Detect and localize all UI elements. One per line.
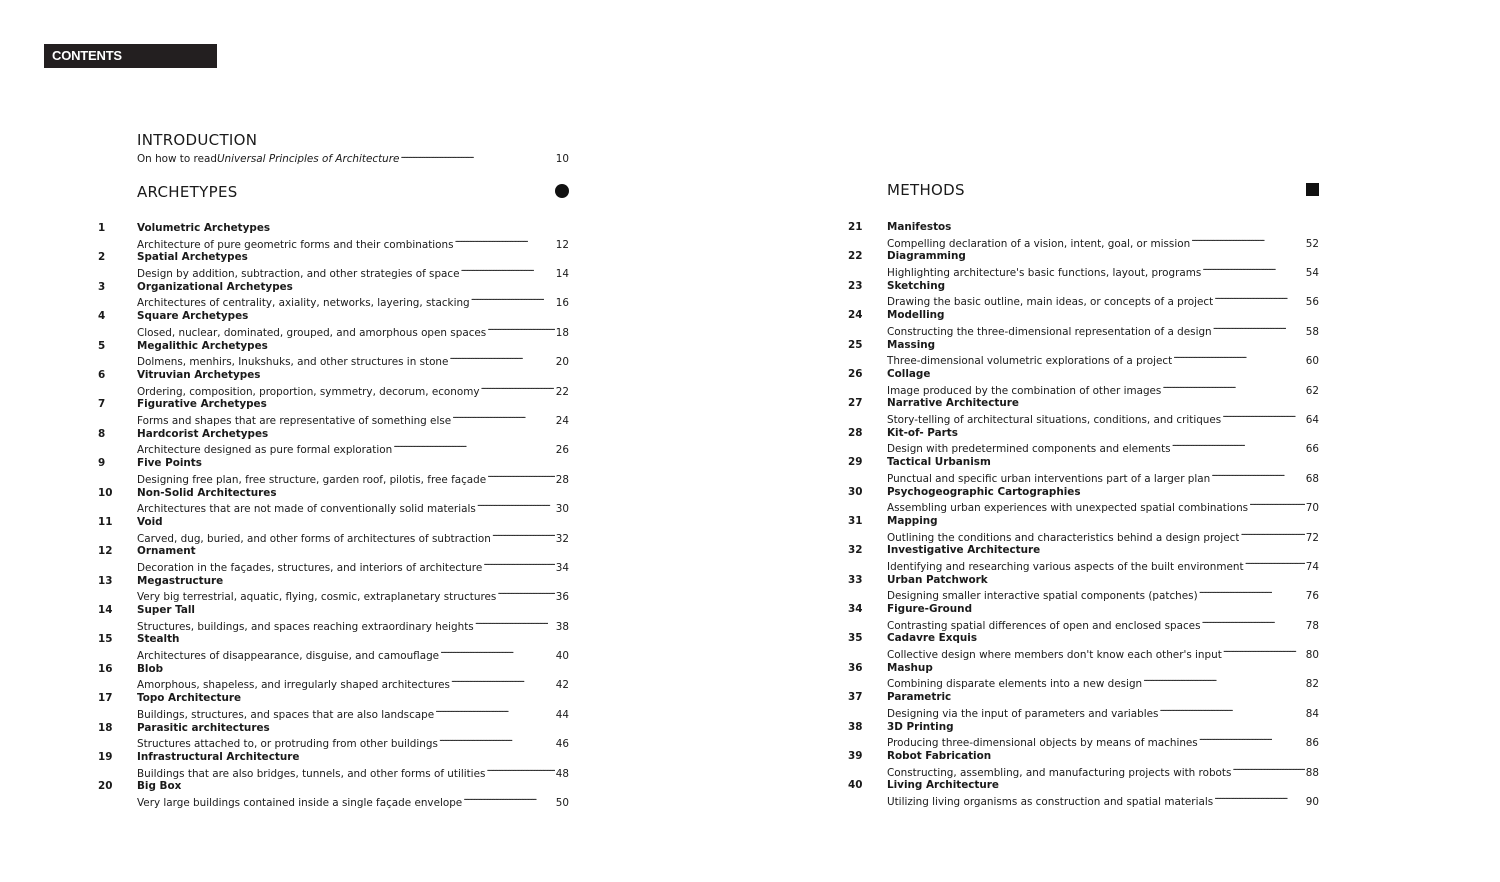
entry-page-number: 54 <box>1305 266 1319 279</box>
dot-leader <box>455 236 555 248</box>
entry-description: Structures, buildings, and spaces reaching extraordinary heights <box>137 620 474 633</box>
entry-number: 5 <box>98 339 106 352</box>
dot-leader <box>1223 646 1305 658</box>
dot-leader <box>451 676 555 688</box>
entry-number: 10 <box>98 486 113 499</box>
dot-leader <box>1245 558 1305 570</box>
dot-leader <box>477 500 555 512</box>
entry-description-line <box>137 294 569 310</box>
entry-number: 24 <box>848 309 863 322</box>
dot-leader <box>471 294 555 306</box>
entry-page-number: 68 <box>1305 472 1319 485</box>
entry-page-number: 74 <box>1305 560 1319 573</box>
entry-title: Figurative Archetypes <box>137 398 267 411</box>
entry-description: Dolmens, menhirs, Inukshuks, and other structures in stone <box>137 356 449 369</box>
entry-description-line <box>887 587 1319 603</box>
entry-description: Very large buildings contained inside a single façade envelope <box>137 797 463 810</box>
entry-page-number: 56 <box>1305 296 1319 309</box>
entry-number: 31 <box>848 514 863 527</box>
entry-description: Architecture designed as pure formal exploration <box>137 444 393 457</box>
dot-leader <box>487 471 555 483</box>
entry-title: Massing <box>887 338 936 351</box>
entry-description: Collective design where members don't know each other's input <box>887 649 1222 662</box>
dot-leader <box>400 150 554 162</box>
dot-leader <box>1143 675 1305 687</box>
entry-description-line <box>137 618 569 634</box>
entry-description: Structures attached to, or protruding from other buildings <box>137 738 438 751</box>
entry-title: Stealth <box>137 633 180 646</box>
entry-number: 8 <box>98 427 106 440</box>
entry-description-line <box>137 530 569 546</box>
entry-description: Constructing the three-dimensional representation of a design <box>887 325 1212 338</box>
entry-number: 37 <box>848 691 863 704</box>
entry-title: Topo Architecture <box>137 692 242 705</box>
entry-number: 18 <box>98 721 113 734</box>
dot-leader <box>486 765 554 777</box>
entry-page-number: 40 <box>555 650 569 663</box>
entry-title: Square Archetypes <box>137 310 249 323</box>
entry-page-number: 16 <box>555 297 569 310</box>
entry-page-number: 76 <box>1305 590 1319 603</box>
entry-number: 2 <box>98 251 106 264</box>
entry-title: Super Tall <box>137 604 195 617</box>
entry-number: 29 <box>848 456 863 469</box>
dot-leader <box>487 324 555 336</box>
entry-number: 40 <box>848 779 863 792</box>
entry-page-number: 80 <box>1305 649 1319 662</box>
dot-leader <box>1240 529 1304 541</box>
dot-leader <box>475 618 555 630</box>
entry-description: Utilizing living organisms as construction and spatial materials <box>887 796 1214 809</box>
dot-leader <box>393 441 555 453</box>
entry-description: Contrasting spatial differences of open and enclosed spaces <box>887 619 1201 632</box>
entry-page-number: 18 <box>555 326 569 339</box>
entry-description-line <box>137 706 569 722</box>
dot-leader <box>1172 440 1305 452</box>
entry-title: Sketching <box>887 279 946 292</box>
entry-number: 3 <box>98 280 106 293</box>
entry-number: 7 <box>98 398 106 411</box>
entry-number: 11 <box>98 515 113 528</box>
entry-description: Designing free plan, free structure, garden roof, pilotis, free façade <box>137 473 487 486</box>
entry-description: Architectures of disappearance, disguise, and camouflage <box>137 650 440 663</box>
entry-number: 34 <box>848 603 863 616</box>
entry-description-line <box>887 617 1319 633</box>
entry-description-line <box>137 471 569 487</box>
entry-description: Three-dimensional volumetric explorations of a project <box>887 355 1173 368</box>
entry-description: Image produced by the combination of other images <box>887 384 1162 397</box>
entry-title: Investigative Architecture <box>887 544 1041 557</box>
dot-leader <box>1162 382 1304 394</box>
dot-leader <box>497 588 554 600</box>
dot-leader <box>1202 264 1305 276</box>
entry-description: Identifying and researching various aspects of the built environment <box>887 560 1244 573</box>
entry-title: Volumetric Archetypes <box>137 222 271 234</box>
entry-page-number: 90 <box>1305 796 1319 809</box>
dot-leader <box>1199 734 1305 746</box>
entry-title: Hardcorist Archetypes <box>137 427 269 440</box>
dot-leader <box>1201 617 1304 629</box>
entry-number: 21 <box>848 221 863 233</box>
entry-title: Diagramming <box>887 250 966 263</box>
entry-title: Vitruvian Archetypes <box>137 368 261 381</box>
entry-title: Modelling <box>887 309 945 322</box>
entry-title: Spatial Archetypes <box>137 251 248 264</box>
dot-leader <box>1173 352 1305 364</box>
entry-description-line <box>887 411 1319 427</box>
entry-page-number: 86 <box>1305 737 1319 750</box>
dot-leader <box>449 353 554 365</box>
entry-description-line <box>887 470 1319 486</box>
archetypes-heading: ARCHETYPES <box>137 183 238 201</box>
entry-description-line <box>887 675 1319 691</box>
dot-leader <box>452 412 555 424</box>
entry-description: Design with predetermined components and elements <box>887 443 1171 456</box>
methods-heading: METHODS <box>887 181 965 199</box>
entry-title: Mapping <box>887 514 938 527</box>
entry-page-number: 66 <box>1305 443 1319 456</box>
entry-description-line <box>887 382 1319 398</box>
entry-description-line <box>887 529 1319 545</box>
entry-page-number: 12 <box>555 238 569 251</box>
entry-description-line <box>887 705 1319 721</box>
entry-description: Compelling declaration of a vision, intent, goal, or mission <box>887 237 1191 250</box>
entry-description-line <box>887 293 1319 309</box>
entry-description-line <box>887 323 1319 339</box>
entry-title: Mashup <box>887 661 933 674</box>
introduction-desc-prefix: On how to read <box>137 153 217 165</box>
entry-description: Combining disparate elements into a new design <box>887 678 1143 691</box>
entry-description-line <box>887 440 1319 456</box>
dot-leader <box>1191 235 1305 247</box>
dot-leader <box>492 530 555 542</box>
dot-leader <box>463 794 555 806</box>
entry-title: Narrative Architecture <box>887 397 1019 410</box>
entry-description: Constructing, assembling, and manufacturing projects with robots <box>887 766 1232 779</box>
entry-title: Kit-of- Parts <box>887 426 958 439</box>
entry-description: Forms and shapes that are representative of something else <box>137 414 452 427</box>
entry-description-line <box>137 324 569 340</box>
entry-number: 22 <box>848 250 863 263</box>
entry-page-number: 20 <box>555 356 569 369</box>
entry-description: Very big terrestrial, aquatic, flying, cosmic, extraplanetary structures <box>137 591 497 604</box>
entry-page-number: 28 <box>555 473 569 486</box>
dot-leader <box>1232 764 1304 776</box>
entry-page-number: 82 <box>1305 678 1319 691</box>
entry-title: Blob <box>137 662 164 675</box>
entry-description: Designing via the input of parameters and variables <box>887 707 1159 720</box>
entry-title: Urban Patchwork <box>887 573 988 586</box>
entry-page-number: 38 <box>555 620 569 633</box>
entry-title: Psychogeographic Cartographies <box>887 485 1081 498</box>
entry-description-line <box>137 265 569 281</box>
entry-description-line <box>137 559 569 575</box>
archetypes-circle-icon <box>555 184 569 198</box>
entry-page-number: 62 <box>1305 384 1319 397</box>
entry-number: 20 <box>98 780 113 793</box>
entry-title: Manifestos <box>887 221 952 233</box>
entry-page-number: 58 <box>1305 325 1319 338</box>
dot-leader <box>1222 411 1305 423</box>
entry-page-number: 24 <box>555 414 569 427</box>
entry-number: 26 <box>848 367 863 380</box>
entry-description: Architectures of centrality, axiality, networks, layering, stacking <box>137 297 470 310</box>
entry-description-line <box>137 412 569 428</box>
introduction-book-title: Universal Principles of Architecture <box>216 153 400 165</box>
entry-number: 13 <box>98 574 113 587</box>
entry-description: Assembling urban experiences with unexpected spatial combinations <box>887 502 1249 515</box>
entry-description-line <box>887 646 1319 662</box>
entry-title: Infrastructural Architecture <box>137 751 300 764</box>
entry-title: 3D Printing <box>887 720 954 733</box>
entry-page-number: 30 <box>555 503 569 516</box>
dot-leader <box>483 559 555 571</box>
entry-description-line <box>137 765 569 781</box>
dot-leader <box>1211 470 1305 482</box>
entry-page-number: 32 <box>555 532 569 545</box>
entry-title: Organizational Archetypes <box>137 280 293 293</box>
entry-description: Punctual and specific urban interventions part of a larger plan <box>887 472 1211 485</box>
entry-page-number: 34 <box>555 561 569 574</box>
entry-number: 23 <box>848 279 863 292</box>
entry-number: 6 <box>98 368 106 381</box>
entry-title: Non-Solid Architectures <box>137 486 277 499</box>
entry-page-number: 36 <box>555 591 569 604</box>
entry-title: Robot Fabrication <box>887 750 992 763</box>
entry-description-line <box>887 499 1319 515</box>
entry-page-number: 48 <box>555 767 569 780</box>
entry-title: Parametric <box>887 691 952 704</box>
dot-leader <box>1214 293 1305 305</box>
entry-title: Parasitic architectures <box>137 721 270 734</box>
entry-page-number: 42 <box>555 679 569 692</box>
entry-number: 27 <box>848 397 863 410</box>
entry-description-line <box>887 235 1319 251</box>
entry-description: Drawing the basic outline, main ideas, or concepts of a project <box>887 296 1214 309</box>
introduction-entry[interactable] <box>137 150 569 165</box>
entry-description: Buildings, structures, and spaces that are also landscape <box>137 708 435 721</box>
entry-page-number: 70 <box>1305 502 1319 515</box>
entry-page-number: 26 <box>555 444 569 457</box>
entry-description-line <box>137 383 569 399</box>
entry-description: Producing three-dimensional objects by means of machines <box>887 737 1198 750</box>
dot-leader <box>439 735 555 747</box>
entry-number: 38 <box>848 720 863 733</box>
entry-title: Ornament <box>137 545 196 558</box>
entry-number: 16 <box>98 662 113 675</box>
entry-page-number: 84 <box>1305 707 1319 720</box>
entry-description: Outlining the conditions and characteristics behind a design project <box>887 531 1240 544</box>
entry-number: 4 <box>98 310 106 323</box>
entry-description-line <box>137 236 569 252</box>
entry-number: 39 <box>848 750 863 763</box>
entry-page-number: 44 <box>555 708 569 721</box>
entry-description: Architecture of pure geometric forms and their combinations <box>137 238 454 251</box>
entry-title: Megastructure <box>137 574 224 587</box>
dot-leader <box>1199 587 1305 599</box>
entry-number: 36 <box>848 661 863 674</box>
entry-description: Highlighting architecture's basic functions, layout, programs <box>887 266 1202 279</box>
entry-page-number: 78 <box>1305 619 1319 632</box>
methods-square-icon <box>1306 183 1319 196</box>
entry-page-number: 88 <box>1305 766 1319 779</box>
entry-description: Architectures that are not made of conventionally solid materials <box>137 503 476 516</box>
entry-title: Void <box>137 515 163 528</box>
entry-number: 12 <box>98 545 113 558</box>
entry-description-line <box>137 588 569 604</box>
entry-page-number: 22 <box>555 385 569 398</box>
dot-leader <box>481 383 555 395</box>
entry-number: 17 <box>98 692 113 705</box>
contents-tab: CONTENTS <box>44 44 217 68</box>
entry-number: 33 <box>848 573 863 586</box>
entry-number: 28 <box>848 426 863 439</box>
dot-leader <box>1249 499 1305 511</box>
dot-leader <box>435 706 555 718</box>
entry-page-number: 52 <box>1305 237 1319 250</box>
entry-page-number: 14 <box>555 267 569 280</box>
entry-description: Decoration in the façades, structures, and interiors of architecture <box>137 561 483 574</box>
entry-title: Megalithic Archetypes <box>137 339 268 352</box>
entry-title: Big Box <box>137 780 182 793</box>
entry-title: Five Points <box>137 457 202 470</box>
entry-number: 1 <box>98 222 106 234</box>
entry-description-line <box>137 441 569 457</box>
entry-description: Design by addition, subtraction, and other strategies of space <box>137 267 460 280</box>
entry-number: 9 <box>98 457 106 470</box>
dot-leader <box>1213 323 1305 335</box>
entry-description: Designing smaller interactive spatial components (patches) <box>887 590 1198 603</box>
entry-description-line <box>887 352 1319 368</box>
entry-description-line <box>137 676 569 692</box>
entry-page-number: 46 <box>555 738 569 751</box>
entry-description: Amorphous, shapeless, and irregularly shaped architectures <box>137 679 450 692</box>
entry-title: Cadavre Exquis <box>887 632 978 645</box>
entry-description: Carved, dug, buried, and other forms of architectures of subtraction <box>137 532 491 545</box>
entry-number: 32 <box>848 544 863 557</box>
entry-description-line <box>137 353 569 369</box>
entry-number: 35 <box>848 632 863 645</box>
dot-leader <box>440 647 555 659</box>
entry-title: Collage <box>887 367 931 380</box>
entry-description-line <box>887 793 1319 809</box>
entry-description: Buildings that are also bridges, tunnels, and other forms of utilities <box>137 767 486 780</box>
entry-number: 19 <box>98 751 113 764</box>
entry-title: Living Architecture <box>887 779 999 792</box>
entry-number: 30 <box>848 485 863 498</box>
entry-title: Figure-Ground <box>887 603 973 616</box>
entry-description-line <box>887 558 1319 574</box>
entry-page-number: 72 <box>1305 531 1319 544</box>
entry-description: Story-telling of architectural situations, conditions, and critiques <box>887 413 1222 426</box>
entry-number: 25 <box>848 338 863 351</box>
dot-leader <box>461 265 555 277</box>
entry-description-line <box>137 647 569 663</box>
introduction-page-number: 10 <box>555 153 569 165</box>
entry-description-line <box>887 734 1319 750</box>
entry-number: 14 <box>98 604 113 617</box>
entry-description-line <box>887 264 1319 280</box>
entry-number: 15 <box>98 633 113 646</box>
entry-page-number: 60 <box>1305 355 1319 368</box>
entry-description-line <box>137 735 569 751</box>
entry-description-line <box>137 794 569 810</box>
entry-description: Closed, nuclear, dominated, grouped, and amorphous open spaces <box>137 326 487 339</box>
introduction-heading: INTRODUCTION <box>137 131 258 149</box>
entry-title: Tactical Urbanism <box>887 456 991 469</box>
dot-leader <box>1159 705 1304 717</box>
entry-description: Ordering, composition, proportion, symmetry, decorum, economy <box>137 385 480 398</box>
dot-leader <box>1214 793 1305 805</box>
entry-description-line <box>137 500 569 516</box>
entry-page-number: 64 <box>1305 413 1319 426</box>
entry-page-number: 50 <box>555 797 569 810</box>
entry-description-line <box>887 764 1319 780</box>
